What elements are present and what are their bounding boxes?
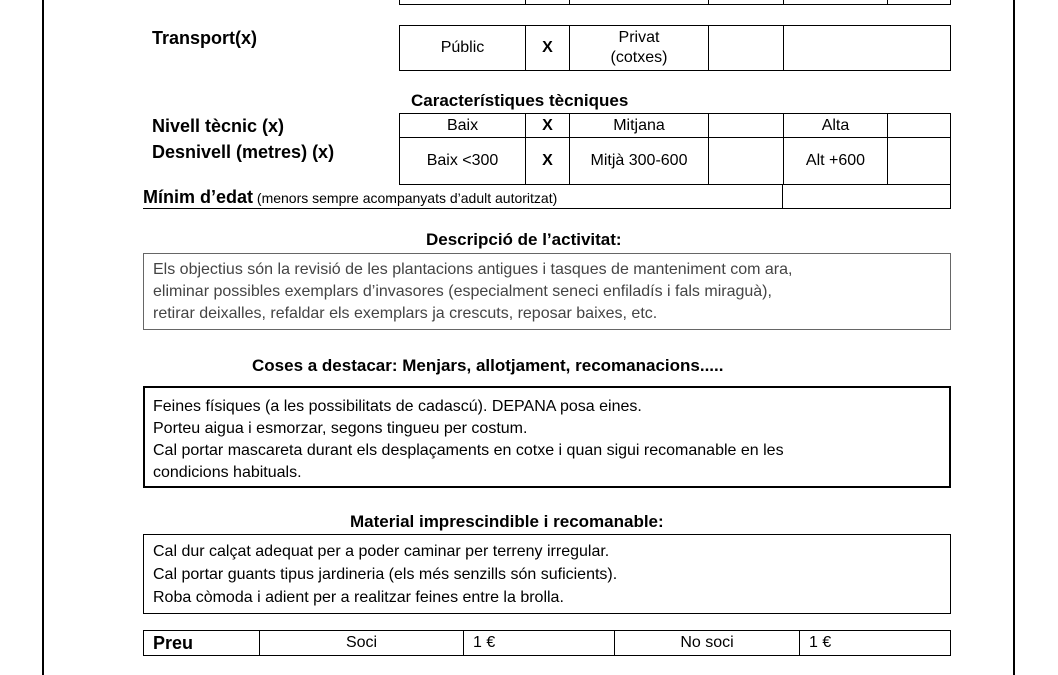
transport-empty-cell (784, 26, 950, 70)
highlights-line-3: Cal portar mascareta durant els desplaçaments en cotxe i quan sigui recomanable en les (153, 442, 784, 459)
description-line-3: retirar deixalles, refaldar els exemplars ja crescuts, reposar baixes, etc. (153, 305, 658, 322)
highlights-heading: Coses a destacar: Menjars, allotjament, recomanacions..... (252, 356, 724, 375)
description-heading: Descripció de l’activitat: (426, 230, 622, 249)
transport-label: Transport(x) (152, 28, 258, 48)
page-border-right (1013, 0, 1015, 675)
highlights-line-2: Porteu aigua i esmorzar, segons tingueu per costum. (153, 420, 528, 437)
min-age-value-cell (782, 185, 951, 209)
transport-public-cell: Públic (400, 26, 526, 70)
tech-level-label: Nivell tècnic (x) (152, 116, 285, 136)
highlights-box (143, 386, 951, 488)
min-age-note: (menors sempre acompanyats d’adult autoritzat) (253, 190, 558, 206)
highlights-line-4: condicions habituals. (153, 464, 302, 481)
page-border-left (42, 0, 44, 675)
price-table (143, 630, 951, 656)
material-heading: Material imprescindible i recomanable: (350, 512, 664, 531)
tech-table (399, 113, 951, 185)
previous-table-remnant (399, 0, 951, 5)
level-mid-cell: Mitjana (570, 114, 709, 138)
price-member-label: Soci (260, 631, 464, 655)
drop-high-mark (888, 138, 950, 184)
min-age-label (143, 187, 557, 208)
material-line-1: Cal dur calçat adequat per a poder caminar per terreny irregular. (153, 543, 610, 560)
transport-private-cell (570, 26, 709, 70)
min-age-row (143, 185, 951, 209)
description-line-2: eliminar possibles exemplars d’invasores (especialment seneci enfiladís i fals miraguà), (153, 283, 772, 300)
price-nonmember-label: No soci (615, 631, 800, 655)
transport-private-label: Privat (618, 29, 660, 46)
level-low-cell: Baix (400, 114, 526, 138)
drop-high-cell: Alt +600 (784, 138, 888, 184)
level-high-mark (888, 114, 950, 138)
transport-private-sub: (cotxes) (610, 49, 668, 66)
price-label: Preu (144, 631, 260, 655)
price-nonmember-value: 1 € (809, 634, 832, 651)
material-box (143, 534, 951, 614)
level-high-cell: Alta (784, 114, 888, 138)
drop-low-mark: X (526, 138, 570, 184)
material-line-2: Cal portar guants tipus jardineria (els més senzills són suficients). (153, 566, 618, 583)
transport-table (399, 25, 951, 71)
material-line-3: Roba còmoda i adient per a realitzar feines entre la brolla. (153, 589, 564, 606)
description-box (143, 253, 951, 330)
drop-low-cell: Baix <300 (400, 138, 526, 184)
price-member-value: 1 € (464, 631, 615, 655)
drop-mid-mark (709, 138, 784, 184)
transport-public-mark: X (526, 26, 570, 70)
description-line-1: Els objectius són la revisió de les plantacions antigues i tasques de manteniment com ara, (153, 261, 793, 278)
tech-heading: Característiques tècniques (411, 91, 629, 110)
transport-private-mark (709, 26, 784, 70)
level-low-mark: X (526, 114, 570, 138)
level-mid-mark (709, 114, 784, 138)
min-age-label-bold: Mínim d’edat (143, 187, 254, 207)
drop-mid-cell: Mitjà 300-600 (570, 138, 709, 184)
highlights-line-1: Feines físiques (a les possibilitats de cadascú). DEPANA posa eines. (153, 398, 642, 415)
tech-drop-label: Desnivell (metres) (x) (152, 142, 335, 162)
